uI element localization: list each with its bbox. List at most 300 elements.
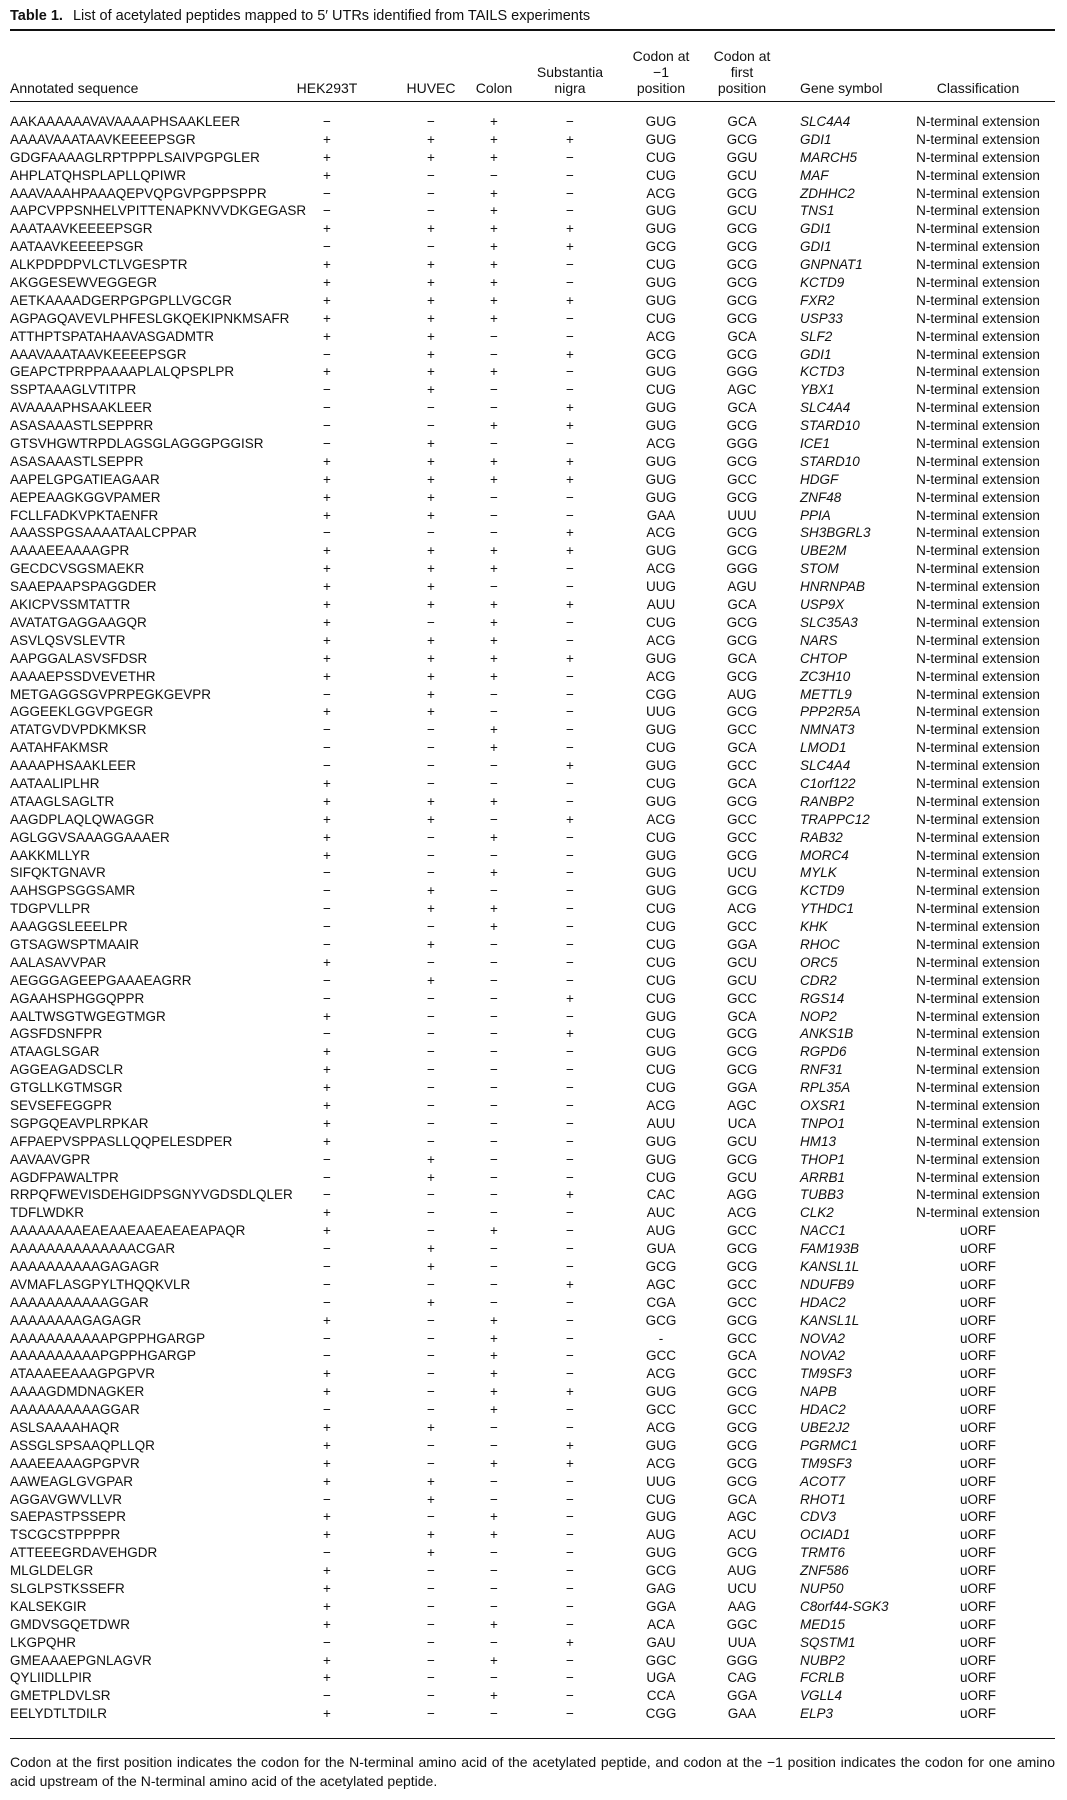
cell-annotated-sequence: AGGEAGADSCLR <box>10 1062 124 1078</box>
cell-gene-symbol: HDAC2 <box>800 1402 846 1418</box>
cell-classification: N-terminal extension <box>916 1080 1040 1096</box>
cell-huvec: − <box>427 1133 435 1149</box>
cell-annotated-sequence: SEVSEFEGGPR <box>10 1097 113 1113</box>
cell-colon: + <box>490 1455 498 1471</box>
cell-classification: N-terminal extension <box>916 489 1040 505</box>
table-row <box>0 1562 1067 1580</box>
cell-colon: + <box>490 722 498 738</box>
cell-huvec: + <box>427 436 435 452</box>
table-row <box>0 1061 1067 1079</box>
table-row <box>0 1294 1067 1312</box>
cell-codon-first: GCG <box>726 1312 758 1328</box>
cell-codon-minus1: UGA <box>646 1670 676 1686</box>
cell-codon-first: UCA <box>727 1115 757 1131</box>
cell-classification: uORF <box>959 1455 996 1471</box>
cell-hek293t: − <box>323 901 331 917</box>
table-row <box>0 292 1067 310</box>
cell-classification: N-terminal extension <box>916 185 1040 201</box>
cell-annotated-sequence: AAAAAAAAAAGAGAGR <box>10 1259 160 1274</box>
cell-gene-symbol: C1orf122 <box>800 775 856 791</box>
cell-hek293t: − <box>323 1187 331 1203</box>
cell-substantia-nigra: − <box>566 561 574 577</box>
cell-classification: N-terminal extension <box>916 275 1040 291</box>
cell-hek293t: + <box>323 1133 331 1149</box>
cell-annotated-sequence: ASASAAASTLSEPPR <box>10 453 144 469</box>
cell-classification: uORF <box>959 1384 996 1400</box>
cell-colon: + <box>490 1330 498 1346</box>
cell-annotated-sequence: ATATGVDVPDKMKSR <box>10 722 147 738</box>
cell-classification: N-terminal extension <box>916 1062 1040 1078</box>
cell-huvec: − <box>427 239 435 255</box>
cell-annotated-sequence: ASSGLSPSAAQPLLQR <box>10 1437 155 1453</box>
cell-hek293t: − <box>323 1169 331 1185</box>
header-hek293t: HEK293T <box>296 80 358 96</box>
cell-annotated-sequence: ATAAGLSAGLTR <box>10 793 115 809</box>
cell-hek293t: − <box>323 972 331 988</box>
cell-colon: − <box>490 1670 498 1686</box>
cell-annotated-sequence: AAAAAAAAAAGGAR <box>10 1402 140 1418</box>
cell-classification: uORF <box>959 1259 996 1274</box>
cell-codon-minus1: GUG <box>645 1133 677 1149</box>
cell-classification: uORF <box>959 1437 996 1453</box>
cell-substantia-nigra: − <box>566 489 574 505</box>
cell-colon: − <box>490 436 498 452</box>
cell-classification: N-terminal extension <box>916 239 1040 255</box>
cell-huvec: − <box>427 418 435 434</box>
cell-huvec: + <box>427 131 435 147</box>
cell-substantia-nigra: − <box>566 1205 574 1221</box>
cell-colon: − <box>490 847 498 863</box>
cell-codon-minus1: AUU <box>646 1115 676 1131</box>
cell-colon: + <box>490 597 498 613</box>
cell-substantia-nigra: − <box>566 793 574 809</box>
cell-hek293t: − <box>323 1276 331 1292</box>
cell-classification: N-terminal extension <box>916 453 1040 469</box>
cell-codon-minus1: UUG <box>646 1473 676 1489</box>
cell-codon-minus1: CUG <box>646 382 676 398</box>
cell-hek293t: + <box>323 632 331 648</box>
cell-colon: + <box>490 865 498 881</box>
cell-classification: uORF <box>959 1366 996 1382</box>
cell-huvec: − <box>427 1581 435 1597</box>
cell-hek293t: − <box>323 686 331 702</box>
cell-codon-first: GGG <box>726 561 758 577</box>
cell-gene-symbol: GNPNAT1 <box>800 257 863 273</box>
cell-codon-minus1: GUG <box>645 1151 677 1167</box>
table-row <box>0 632 1067 650</box>
cell-colon: − <box>490 1044 498 1060</box>
cell-annotated-sequence: LKGPQHR <box>10 1634 77 1650</box>
cell-classification: N-terminal extension <box>916 972 1040 988</box>
cell-annotated-sequence: AAAAAAAAAAAPGPPHGARGP <box>10 1330 206 1346</box>
cell-codon-minus1: GUG <box>645 1384 677 1400</box>
cell-huvec: + <box>427 1294 435 1310</box>
cell-annotated-sequence: SGPGQEAVPLRPKAR <box>10 1115 149 1131</box>
cell-colon: − <box>490 1205 498 1221</box>
cell-substantia-nigra: − <box>566 865 574 881</box>
cell-codon-minus1: CUG <box>646 740 676 756</box>
cell-colon: − <box>490 704 498 720</box>
cell-gene-symbol: PPIA <box>800 507 831 523</box>
cell-colon: − <box>490 1634 498 1650</box>
cell-substantia-nigra: − <box>566 1366 574 1382</box>
cell-hek293t: + <box>323 221 331 237</box>
table-row <box>0 1401 1067 1419</box>
cell-gene-symbol: NAPB <box>800 1384 837 1400</box>
cell-codon-minus1: GCG <box>645 239 677 255</box>
cell-huvec: + <box>427 901 435 917</box>
cell-codon-minus1: GUG <box>645 203 677 219</box>
table-row <box>0 381 1067 399</box>
cell-hek293t: + <box>323 1097 331 1113</box>
cell-codon-first: GCG <box>726 632 758 648</box>
cell-huvec: − <box>427 919 435 935</box>
cell-substantia-nigra: + <box>566 811 574 827</box>
table-row <box>0 1025 1067 1043</box>
cell-codon-minus1: ACG <box>646 185 676 201</box>
cell-codon-first: GCG <box>726 1241 758 1257</box>
cell-codon-minus1: CUG <box>646 149 676 165</box>
cell-codon-first: GCU <box>727 972 757 988</box>
cell-codon-minus1: CGG <box>645 1706 677 1722</box>
cell-substantia-nigra: + <box>566 221 574 237</box>
cell-substantia-nigra: − <box>566 1670 574 1686</box>
cell-substantia-nigra: − <box>566 310 574 326</box>
cell-codon-minus1: GUG <box>645 1044 677 1060</box>
cell-annotated-sequence: AAASSPGSAAAATAALCPPAR <box>10 525 197 541</box>
cell-annotated-sequence: AGLGGVSAAAGGAAAER <box>10 829 170 845</box>
cell-gene-symbol: STARD10 <box>800 453 860 469</box>
cell-classification: N-terminal extension <box>916 865 1040 881</box>
cell-huvec: + <box>427 1545 435 1561</box>
cell-gene-symbol: STARD10 <box>800 418 860 434</box>
header-huvec: HUVEC <box>406 80 456 96</box>
cell-hek293t: − <box>323 936 331 952</box>
cell-huvec: + <box>427 972 435 988</box>
cell-classification: N-terminal extension <box>916 758 1040 774</box>
cell-codon-first: GCC <box>727 1276 757 1292</box>
cell-codon-first: GCG <box>726 793 758 809</box>
cell-codon-minus1: GAG <box>645 1581 676 1597</box>
cell-classification: N-terminal extension <box>916 650 1040 666</box>
cell-hek293t: − <box>323 1259 331 1274</box>
table-row <box>0 1079 1067 1097</box>
table-row <box>0 1097 1067 1115</box>
cell-substantia-nigra: + <box>566 650 574 666</box>
cell-annotated-sequence: AATAHFAKMSR <box>10 740 109 756</box>
cell-gene-symbol: OXSR1 <box>800 1097 846 1113</box>
cell-colon: + <box>490 1223 498 1239</box>
table-row <box>0 1240 1067 1258</box>
table-row <box>0 220 1067 238</box>
cell-colon: + <box>490 364 498 380</box>
cell-colon: + <box>490 650 498 666</box>
header-substantia-nigra: Substantia nigra <box>536 64 604 96</box>
cell-hek293t: + <box>323 1652 331 1668</box>
cell-hek293t: + <box>323 847 331 863</box>
cell-colon: + <box>490 1348 498 1364</box>
cell-colon: − <box>490 489 498 505</box>
cell-codon-first: AGU <box>727 579 757 595</box>
cell-substantia-nigra: − <box>566 1402 574 1418</box>
table-row <box>0 453 1067 471</box>
cell-substantia-nigra: + <box>566 990 574 1006</box>
cell-gene-symbol: RNF31 <box>800 1062 843 1078</box>
table-row <box>0 202 1067 220</box>
cell-huvec: − <box>427 1598 435 1614</box>
cell-codon-minus1: ACG <box>646 328 676 344</box>
cell-codon-minus1: GUG <box>645 650 677 666</box>
cell-hek293t: + <box>323 292 331 308</box>
cell-codon-minus1: CUG <box>646 901 676 917</box>
cell-codon-first: GCC <box>727 811 757 827</box>
cell-codon-minus1: ACG <box>646 561 676 577</box>
cell-classification: N-terminal extension <box>916 883 1040 899</box>
cell-classification: N-terminal extension <box>916 936 1040 952</box>
cell-codon-first: GCG <box>726 543 758 559</box>
cell-huvec: + <box>427 328 435 344</box>
cell-gene-symbol: KCTD9 <box>800 275 845 291</box>
cell-codon-first: GCA <box>727 400 757 416</box>
header-codon-first: Codon at first position <box>713 48 771 96</box>
cell-classification: uORF <box>959 1241 996 1257</box>
cell-codon-minus1: CUG <box>646 829 676 845</box>
cell-hek293t: + <box>323 1437 331 1453</box>
table-row <box>0 1491 1067 1509</box>
cell-gene-symbol: USP33 <box>800 310 843 326</box>
cell-codon-first: GCG <box>726 668 758 684</box>
cell-colon: − <box>490 1169 498 1185</box>
cell-gene-symbol: GDI1 <box>800 221 832 237</box>
cell-gene-symbol: NOVA2 <box>800 1330 846 1346</box>
cell-codon-first: GCG <box>726 1026 758 1042</box>
cell-codon-minus1: GUG <box>645 400 677 416</box>
cell-substantia-nigra: − <box>566 1581 574 1597</box>
cell-colon: − <box>490 1420 498 1436</box>
cell-classification: uORF <box>959 1223 996 1239</box>
cell-annotated-sequence: ATTEEEGRDAVEHGDR <box>10 1545 158 1561</box>
cell-codon-minus1: GUG <box>645 1437 677 1453</box>
cell-colon: + <box>490 1384 498 1400</box>
cell-colon: + <box>490 149 498 165</box>
cell-gene-symbol: SLC4A4 <box>800 400 851 416</box>
cell-huvec: − <box>427 1616 435 1632</box>
cell-gene-symbol: CLK2 <box>800 1205 834 1221</box>
cell-annotated-sequence: SAAEPAAPSPAGGDER <box>10 579 157 595</box>
table-row <box>0 954 1067 972</box>
cell-annotated-sequence: SAEPASTPSSEPR <box>10 1509 127 1525</box>
cell-huvec: + <box>427 346 435 362</box>
cell-substantia-nigra: + <box>566 1276 574 1292</box>
table-row <box>0 811 1067 829</box>
cell-codon-first: GCG <box>726 1044 758 1060</box>
cell-hek293t: + <box>323 811 331 827</box>
cell-colon: + <box>490 221 498 237</box>
cell-codon-minus1: CCA <box>646 1688 676 1704</box>
cell-annotated-sequence: AAATAAVKEEEEPSGR <box>10 221 153 237</box>
cell-codon-minus1: CAC <box>646 1187 676 1203</box>
cell-codon-first: AGG <box>726 1187 757 1203</box>
cell-annotated-sequence: AAKAAAAAAVAVAAAAPHSAAKLEER <box>10 114 241 129</box>
cell-annotated-sequence: AALASAVVPAR <box>10 954 107 970</box>
cell-colon: − <box>490 954 498 970</box>
cell-huvec: − <box>427 167 435 183</box>
table-row <box>0 1473 1067 1491</box>
cell-classification: uORF <box>959 1598 996 1614</box>
cell-gene-symbol: KANSL1L <box>800 1312 860 1328</box>
cell-codon-first: ACU <box>727 1527 757 1543</box>
cell-codon-minus1: CUG <box>646 1080 676 1096</box>
cell-huvec: − <box>427 1205 435 1221</box>
cell-hek293t: + <box>323 561 331 577</box>
cell-annotated-sequence: ATAAGLSGAR <box>10 1044 100 1060</box>
cell-colon: + <box>490 561 498 577</box>
cell-codon-first: GCG <box>726 1545 758 1561</box>
cell-annotated-sequence: TDFLWDKR <box>10 1205 84 1221</box>
cell-colon: + <box>490 614 498 630</box>
cell-classification: uORF <box>959 1545 996 1561</box>
cell-annotated-sequence: AAAAEEAAAAGPR <box>10 543 130 559</box>
cell-hek293t: + <box>323 328 331 344</box>
cell-hek293t: − <box>323 1491 331 1507</box>
cell-hek293t: + <box>323 1563 331 1579</box>
cell-hek293t: + <box>323 1115 331 1131</box>
table-row <box>0 847 1067 865</box>
cell-gene-symbol: MYLK <box>800 865 837 881</box>
cell-substantia-nigra: − <box>566 1616 574 1632</box>
cell-codon-minus1: CUG <box>646 257 676 273</box>
table-row <box>0 1258 1067 1276</box>
cell-codon-minus1: ACG <box>646 1420 676 1436</box>
cell-huvec: − <box>427 525 435 541</box>
cell-substantia-nigra: + <box>566 597 574 613</box>
cell-classification: N-terminal extension <box>916 418 1040 434</box>
cell-colon: − <box>490 1080 498 1096</box>
cell-codon-first: GCA <box>727 650 757 666</box>
cell-colon: − <box>490 686 498 702</box>
cell-codon-minus1: GUG <box>645 1008 677 1024</box>
cell-colon: + <box>490 1527 498 1543</box>
cell-hek293t: + <box>323 131 331 147</box>
cell-colon: − <box>490 1706 498 1722</box>
cell-gene-symbol: TUBB3 <box>800 1187 844 1203</box>
cell-colon: − <box>490 346 498 362</box>
cell-annotated-sequence: AAAAAAAAAAPGPPHGARGP <box>10 1348 197 1364</box>
cell-substantia-nigra: − <box>566 1563 574 1579</box>
cell-colon: + <box>490 740 498 756</box>
cell-classification: uORF <box>959 1688 996 1704</box>
cell-codon-first: CAG <box>727 1670 757 1686</box>
cell-classification: uORF <box>959 1312 996 1328</box>
cell-substantia-nigra: − <box>566 1330 574 1346</box>
cell-classification: N-terminal extension <box>916 704 1040 720</box>
bottom-rule <box>10 1738 1055 1739</box>
cell-colon: + <box>490 453 498 469</box>
cell-substantia-nigra: − <box>566 775 574 791</box>
table-row <box>0 507 1067 525</box>
cell-annotated-sequence: AGDFPAWALTPR <box>10 1169 119 1185</box>
table-row <box>0 1705 1067 1723</box>
cell-colon: − <box>490 1151 498 1167</box>
cell-gene-symbol: USP9X <box>800 597 845 613</box>
cell-gene-symbol: NOP2 <box>800 1008 837 1024</box>
cell-codon-minus1: GUG <box>645 758 677 774</box>
cell-gene-symbol: RANBP2 <box>800 793 855 809</box>
header-annotated-sequence: Annotated sequence <box>10 80 139 96</box>
cell-codon-minus1: CUG <box>646 1026 676 1042</box>
cell-gene-symbol: LMOD1 <box>800 740 847 756</box>
cell-annotated-sequence: AATAAVKEEEEPSGR <box>10 239 144 255</box>
cell-hek293t: − <box>323 400 331 416</box>
cell-substantia-nigra: − <box>566 1062 574 1078</box>
cell-annotated-sequence: METGAGGSGVPRPEGKGEVPR <box>10 686 212 702</box>
cell-codon-first: GCC <box>727 919 757 935</box>
cell-huvec: − <box>427 1634 435 1650</box>
cell-substantia-nigra: + <box>566 453 574 469</box>
cell-hek293t: + <box>323 543 331 559</box>
cell-codon-minus1: GUG <box>645 275 677 291</box>
cell-classification: N-terminal extension <box>916 149 1040 165</box>
table-row <box>0 1330 1067 1348</box>
cell-substantia-nigra: + <box>566 1026 574 1042</box>
cell-codon-minus1: ACA <box>647 1616 675 1632</box>
cell-huvec: − <box>427 847 435 863</box>
cell-substantia-nigra: − <box>566 936 574 952</box>
cell-substantia-nigra: − <box>566 114 574 129</box>
cell-hek293t: − <box>323 418 331 434</box>
cell-hek293t: + <box>323 1312 331 1328</box>
cell-classification: uORF <box>959 1527 996 1543</box>
table-row <box>0 614 1067 632</box>
cell-codon-minus1: ACG <box>646 632 676 648</box>
cell-annotated-sequence: GMDVSGQETDWR <box>10 1616 130 1632</box>
cell-hek293t: − <box>323 1688 331 1704</box>
cell-classification: uORF <box>959 1706 996 1722</box>
cell-hek293t: + <box>323 704 331 720</box>
cell-codon-first: GCG <box>726 614 758 630</box>
cell-colon: − <box>490 1276 498 1292</box>
cell-huvec: − <box>427 1223 435 1239</box>
cell-hek293t: − <box>323 1330 331 1346</box>
cell-colon: + <box>490 1509 498 1525</box>
table-row <box>0 489 1067 507</box>
cell-codon-minus1: GUG <box>645 418 677 434</box>
cell-hek293t: + <box>323 597 331 613</box>
table-header <box>0 40 1067 100</box>
cell-classification: N-terminal extension <box>916 257 1040 273</box>
table-row <box>0 793 1067 811</box>
cell-classification: N-terminal extension <box>916 1169 1040 1185</box>
cell-classification: N-terminal extension <box>916 436 1040 452</box>
table-row <box>0 274 1067 292</box>
cell-codon-first: GCG <box>726 883 758 899</box>
cell-gene-symbol: C8orf44-SGK3 <box>800 1598 889 1614</box>
cell-classification: N-terminal extension <box>916 292 1040 308</box>
cell-gene-symbol: VGLL4 <box>800 1688 843 1704</box>
cell-codon-minus1: GCG <box>645 346 677 362</box>
cell-gene-symbol: RHOT1 <box>800 1491 846 1507</box>
cell-colon: + <box>490 131 498 147</box>
cell-substantia-nigra: − <box>566 1259 574 1274</box>
cell-classification: N-terminal extension <box>916 328 1040 344</box>
cell-annotated-sequence: GMETPLDVLSR <box>10 1688 111 1704</box>
cell-substantia-nigra: + <box>566 471 574 487</box>
cell-codon-first: GCC <box>727 1402 757 1418</box>
cell-gene-symbol: RHOC <box>800 936 840 952</box>
cell-colon: − <box>490 1598 498 1614</box>
cell-hek293t: + <box>323 1080 331 1096</box>
cell-colon: + <box>490 185 498 201</box>
